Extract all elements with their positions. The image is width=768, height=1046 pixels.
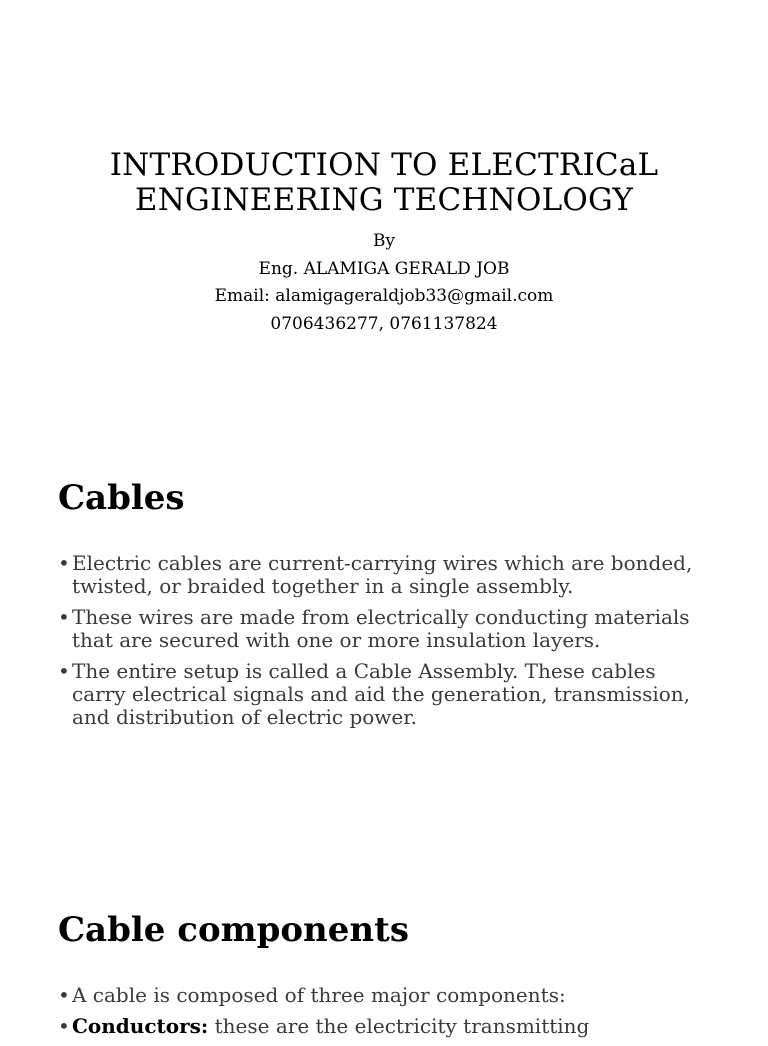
author-email: Email: alamigageraldjob33@gmail.com <box>214 286 554 306</box>
title-line-1: INTRODUCTION TO ELECTRICaL <box>109 147 659 183</box>
list-item <box>58 660 712 729</box>
bullet-text: These wires are made from electrically conducting materials that are secured with one or more insulation layers. <box>72 605 690 652</box>
title-slide <box>0 0 768 432</box>
title-line-2: ENGINEERING TECHNOLOGY <box>134 182 634 218</box>
bullet-icon: • <box>58 551 70 575</box>
slide-heading: Cable components <box>58 910 409 950</box>
list-item <box>58 552 712 598</box>
author-block <box>0 228 768 338</box>
slide-heading: Cables <box>58 478 185 518</box>
bullet-icon: • <box>58 983 70 1007</box>
list-item <box>58 606 712 652</box>
bullet-icon: • <box>58 605 70 629</box>
presentation-title <box>0 148 768 218</box>
bullet-list <box>58 552 768 729</box>
bullet-bold-term: Conductors: <box>72 1014 209 1038</box>
cable-components-slide <box>0 910 768 1046</box>
bullet-text: A cable is composed of three major components: <box>72 983 566 1007</box>
cables-slide <box>0 478 768 737</box>
author-phones: 0706436277, 0761137824 <box>270 313 498 334</box>
bullet-icon: • <box>58 1014 70 1038</box>
author-name: Eng. ALAMIGA GERALD JOB <box>258 258 510 279</box>
list-item <box>58 984 712 1007</box>
bullet-text: The entire setup is called a Cable Assembly. These cables carry electrical signals and aid the generation, transmission, and distribution of electric power. <box>72 659 691 729</box>
list-item <box>58 1015 712 1038</box>
bullet-text: Electric cables are current-carrying wires which are bonded, twisted, or braided together in a single assembly. <box>72 551 693 598</box>
bullet-list <box>58 984 768 1038</box>
bullet-text: these are the electricity transmitting <box>208 1014 590 1038</box>
bullet-icon: • <box>58 659 70 683</box>
by-label: By <box>372 231 396 251</box>
